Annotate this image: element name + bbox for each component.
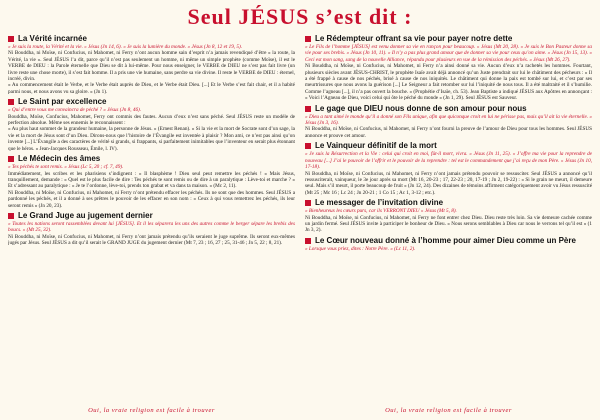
section-quotes: « Dieu a tant aimé le monde qu’il a donné son Fils unique, afin que quiconque croit en lui ne périsse pas, mais qu’il ait la vie éternelle. » Jésus (Jn 3, 16). bbox=[305, 113, 592, 127]
section-body: Ni Bouddha, ni Moïse, ni Confucius, ni Mahomet, ni Ferry n’ont jamais prétendu qu’ils seraient le juge suprême. Ils seront eux-mêmes jugés par Jésus. Seul JÉSUS a dit qu’il serait le GRAND JUGE du jugement dernier (Mt 7, 23 ; 16, 27 ; 25, 31-46 ; Jn 5, 22 ; 8, 21). bbox=[8, 233, 295, 247]
section-quotes: « Toutes les nations seront rassemblées devant lui [JÉSUS]. Et il les séparera les uns des autres comme le berger sépare les brebis des boucs. » (Mt 25, 32). bbox=[8, 220, 295, 234]
section-body: Ni Bouddha, ni Moïse, ni Confucius, ni Mahomet, ni Ferry n’a ainsi donné sa vie. Aucun d’eux n’a rachetés les hommes. Fourtant, plusieurs siècles avant JÉSUS-CHRIST, le prophète Isaïe avait déjà annoncé qu’un Juste prendrait sur lui le châtiment des pécheurs : « Il a été frappé à cause de nos péchés, brisé à cause de nos iniquités. Le châtiment qui donne la paix est tombé sur lui, et c’est par ses meurtrissures que nous avons la guérison [...] Le Seigneur a fait retomber sur lui l’iniquité de nous tous. Il a été maltraité et il s’humilie. Comme l’agneau [...], il n’a pas ouvert la bouche. » (Prophétie d’Isaïe, ch. 53). Jean Baptiste a indiqué JÉSUS aux Apôtres en annonçant : « Voici l’Agneau de Dieu, voici celui qui ôte le péché du monde » (Jn 1, 29). Seul JÉSUS est Sauveur. bbox=[305, 63, 592, 102]
left-column bbox=[8, 32, 295, 404]
bullet-square-icon bbox=[305, 200, 311, 206]
section-quotes: « Je suis la route, la Vérité et la vie. » Jésus (Jn 14, 6). « Je suis la lumière du monde. » Jésus (Jn 8, 12 et 19, 5). bbox=[8, 44, 243, 50]
section-body: Bouddha, Moïse, Confucius, Mahomet, Ferry ont commis des fautes. Aucun d’eux n’est sans péché. Seul JÉSUS reste un modèle de perfection absolue. Même ses ennemis le reconnaissent : bbox=[8, 113, 295, 127]
section-body: Ni Bouddha, ni Moïse, ni Confucius, ni Mahomet, ni Ferry n’ont jamais prétendu pouvoir se ressusciter. Seul JÉSUS a annoncé qu’il ressusciterait, vainqueur, le 3e jour après sa mort (Mt 16, 20-23 ; 17, 22-23 ; 20, 17-19 ; Jn 2, 19-22) : « Si le grain ne meurt, il demeure seul. Mais s’il meurt, il porte beaucoup de fruit » (Jn 12, 24). Des dizaines de témoins affirment catégoriquement avoir vu Jésus ressuscité (Mt 25 ; Mc 16 ; Lc 24 ; Jn 20-21 ; 1 Co 15 ; Ac 1, 3-12 ; etc.). bbox=[305, 170, 592, 196]
right-column bbox=[305, 32, 592, 404]
section-tail: « Au commencement était le Verbe, et le Verbe était auprès de Dieu, et le Verbe était Dieu. [...] Et le Verbe s’est fait chair, et il a habité parmi nous, et nous avons vu sa gloire. » (Jn 1). bbox=[8, 82, 295, 95]
section bbox=[305, 141, 592, 196]
section-quotes: « Le Fils de l’homme [JÉSUS] est venu donner sa vie en rançon pour beaucoup. » Jésus (Mt 20, 28). « Je suis le Bon Pasteur donne sa vie pour ses brebis. » Jésus (Jn 10, 11). « Il n’y a pas plus grand amour que de donner sa vie pour ceux qu’on aime. » Jésus (Jn 15, 13). « Ceci est mon sang, sang de la nouvelle Alliance, répandu pour plusieurs en vue de la rémission des péchés. » Jésus (Mt 26, 27). bbox=[305, 44, 592, 63]
footer-left: Oui, la vraie religion est facile à trouver bbox=[88, 407, 215, 414]
section bbox=[305, 236, 592, 252]
section-body: Immédiatement, les scribes et les pharisiens s’indignent : « Il blasphème ! Dieu seul peut remettre les péchés ! » Mais Jésus, tranquillement, demande : « Quel est le plus facile de dire : Tes péchés te sont remis ou de dire à un paralytique : Lève-toi et marche ? » Et s’adressant au paralytique : « Je te l’ordonne, lève-toi, prends ton grabat et va dans ta maison. » (Mc 2, 11). bbox=[8, 170, 295, 190]
section-body: Ni Bouddha, ni Moïse, ni Confucius, ni Mahomet, ni Ferry n’ont fourni la preuve de l’amour de Dieu pour tous les hommes. Seul JÉSUS annonce et prouve cet amour. bbox=[305, 126, 592, 139]
bullet-square-icon bbox=[305, 106, 311, 112]
bullet-square-icon bbox=[8, 213, 14, 219]
section-quotes: « Qui d’entre vous me convaincra de péché ? » Jésus (Jn 8, 46). bbox=[8, 107, 142, 114]
section-heading: Le Saint par excellence bbox=[8, 97, 295, 107]
section-quotes: « Lorsque vous priez, dites : Notre Père. » (Lc 11, 2). bbox=[305, 245, 416, 252]
bullet-square-icon bbox=[8, 99, 14, 105]
section-heading: Le Cœur nouveau donné à l’homme pour aimer Dieu comme un Père bbox=[305, 236, 592, 246]
section-heading: Le Médecin des âmes bbox=[8, 154, 295, 164]
section-heading: Le Grand Juge au jugement dernier bbox=[8, 211, 295, 221]
bullet-square-icon bbox=[8, 36, 14, 42]
section-body: Ni Bouddha, ni Moïse, ni Confucius, ni Mahomet, ni Ferry n’ont aucun homme sain d’esprit n’a jamais revendiqué d’être « la route, la Vérité, la vie ». Seul JÉSUS l’a dit, parce qu’il n’est pas seulement un homme, ni même un simple prophète (comme Moïse), il est le VERBE de DIEU : la Parole éternelle que Dieu se dit à lui-même. Pour nous enseigner, le VERBE de DIEU ne s’est pas fait livre (un livre reste une chose morte), il s’est fait homme. Il a pris une vie humaine, sans perdre sa vie divine. Il reste le VERBE de DIEU : éternel, incréé, divin. bbox=[8, 50, 295, 83]
section bbox=[305, 104, 592, 140]
section bbox=[305, 198, 592, 234]
section-body: Ni Bouddha, ni Moïse, ni Confucius, ni Mahomet, ni Ferry ne font entrer chez Dieu. Dieu reste très loin. Sa vie demeure cachée comme un jardin fermé. Seul JÉSUS invite à participer le bonheur de Dieu. « Nous serons semblables à Dieu car nous le verrons tel qu’il est » (1 Jn 3, 2). bbox=[305, 214, 592, 234]
section-heading: Le Vainqueur définitif de la mort bbox=[305, 141, 592, 151]
section-quotes: « Je suis la Résurrection et la Vie : celui qui croit en moi, fût-il mort, vivra. » Jésus (Jn 11, 25). « J’offre ma vie pour la reprendre de nouveau [...] J’ai le pouvoir de l’offrir et le pouvoir de la reprendre : tel est le commandement que j’ai reçu de mon Père. » Jésus (Jn 10, 17-18). bbox=[305, 151, 592, 171]
section bbox=[8, 211, 295, 247]
columns bbox=[8, 32, 592, 404]
section bbox=[8, 97, 295, 152]
bullet-square-icon bbox=[305, 143, 311, 149]
bullet-square-icon bbox=[305, 36, 311, 42]
bullet-square-icon bbox=[305, 238, 311, 244]
section bbox=[305, 34, 592, 102]
bullet-square-icon bbox=[8, 156, 14, 162]
section-heading: Le messager de l’invitation divine bbox=[305, 198, 592, 208]
footer-right: Oui, la vraie religion est facile à trouver bbox=[385, 407, 512, 414]
section bbox=[8, 154, 295, 209]
section-quotes: « Bienheureux les cœurs purs, car ils VERRONT DIEU » Jésus (Mt 5, 8). bbox=[305, 208, 457, 215]
page-title: Seul JÉSUS s’est dit : bbox=[187, 4, 413, 29]
section-heading: Le gage que DIEU nous donne de son amour pour nous bbox=[305, 104, 592, 114]
section-tail: « Au plus haut sommet de la grandeur humaine, la personne de Jésus. » (Ernest Renan). « Si la vie et la mort de Socrate sont d’un sage, la vie et la mort de Jésus sont d’un Dieu. Dirons-nous que l’histoire de l’Évangile est inventée à plaisir ? Mon ami, ce n’est pas ainsi qu’on invente [...] L’Évangile a des caractères de vérité si grands, si frappants, si parfaitement inimitables que l’inventeur en serait plus étonnant que le héros. » Jean-Jacques Rousseau, Émile, l. IV). bbox=[8, 126, 295, 152]
section-tail: Ni Bouddha, ni Moïse, ni Confucius, ni Mahomet, ni Ferry n’ont prétendu effacer les péchés. Ils ne sont que des hommes. Seul JÉSUS a pardonné les péchés, et il a donné à ses prêtres le pouvoir de les effacer en son nom : « Ceux à qui vous remettrez les péchés, ils leur seront remis » (Jn 20, 23). bbox=[8, 189, 295, 209]
section-heading: Le Rédempteur offrant sa vie pour payer notre dette bbox=[305, 34, 592, 44]
section bbox=[8, 34, 295, 95]
section-heading: La Vérité incarnée bbox=[8, 34, 295, 44]
section-quotes: « Tes péchés te sont remis. » Jésus (Lc 5, 20 ; cf. 7, 49). bbox=[8, 164, 124, 171]
